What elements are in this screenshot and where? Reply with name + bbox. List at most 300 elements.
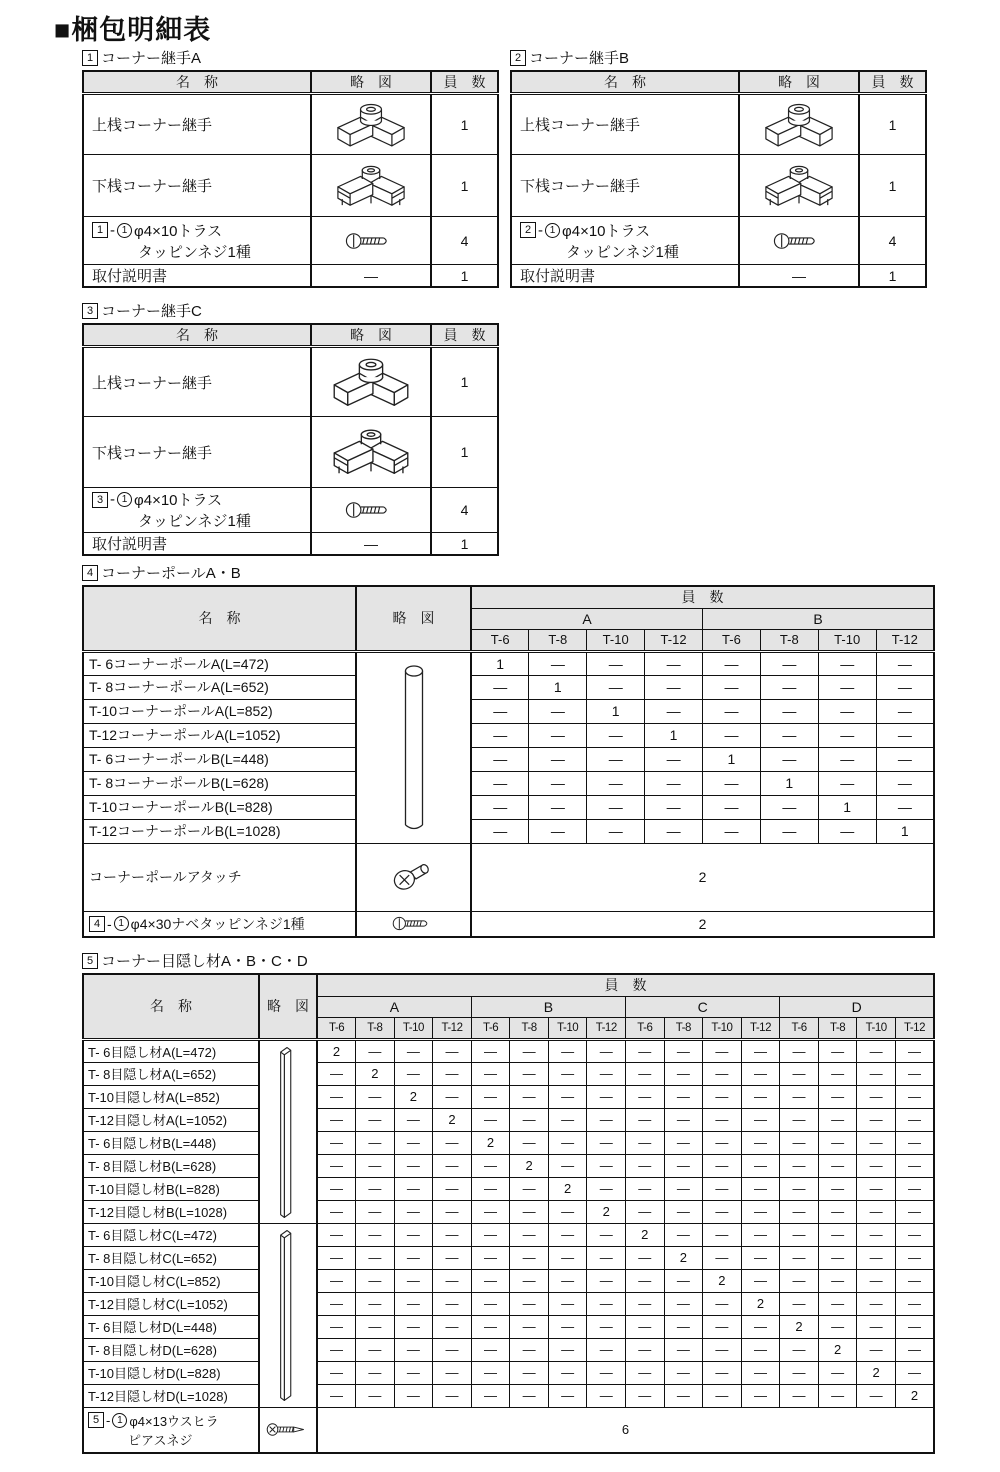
- table-row: [83, 1131, 934, 1154]
- qty-cell: —: [510, 1223, 549, 1246]
- qty-cell: —: [857, 1039, 896, 1062]
- qty-cell: —: [664, 1154, 703, 1177]
- qty-cell: —: [895, 1039, 934, 1062]
- part-name-line2: タッピンネジ1種: [566, 243, 679, 261]
- qty-cell: —: [510, 1292, 549, 1315]
- size-header: T-8: [760, 629, 818, 651]
- qty-cell: —: [548, 1384, 587, 1407]
- table-row: [83, 747, 934, 771]
- qty-header: 員 数: [859, 71, 926, 94]
- qty-cell: —: [587, 1039, 626, 1062]
- name-cell: 上桟コーナー継手: [83, 94, 311, 155]
- qty-cell: —: [548, 1131, 587, 1154]
- qty-cell: —: [895, 1292, 934, 1315]
- qty-cell: —: [529, 795, 587, 819]
- qty-cell: —: [664, 1361, 703, 1384]
- qty-cell: —: [876, 699, 934, 723]
- table-row: [83, 533, 498, 556]
- qty-cell: —: [356, 1039, 395, 1062]
- qty-cell: —: [780, 1269, 819, 1292]
- section-title-text: コーナー継手C: [101, 303, 202, 320]
- qty-cell: —: [703, 1361, 742, 1384]
- group-header-a: A: [317, 996, 471, 1017]
- piercing-screw-icon: [266, 1421, 310, 1438]
- qty-cell: 1: [876, 819, 934, 843]
- corner-joint-a-table: [82, 70, 499, 288]
- size-header: T-6: [626, 1017, 665, 1039]
- qty-cell: —: [471, 699, 529, 723]
- qty-cell: —: [741, 1154, 780, 1177]
- qty-cell: —: [857, 1062, 896, 1085]
- qty-cell: —: [760, 819, 818, 843]
- qty-cell: —: [356, 1269, 395, 1292]
- qty-cell: —: [471, 1223, 510, 1246]
- group-header-d: D: [780, 996, 934, 1017]
- qty-cell: —: [857, 1108, 896, 1131]
- header-row: [83, 71, 498, 94]
- qty-cell: —: [529, 699, 587, 723]
- corner-joint-upper-icon: [753, 98, 845, 152]
- qty-cell: 2: [857, 1361, 896, 1384]
- qty-cell: —: [780, 1131, 819, 1154]
- qty-cell: —: [587, 1154, 626, 1177]
- sketch-cell: [739, 155, 859, 217]
- table-row: [83, 771, 934, 795]
- qty-cell: —: [895, 1154, 934, 1177]
- ref-separator: -: [107, 915, 112, 932]
- qty-cell: —: [818, 1062, 857, 1085]
- corner-screen-strip-table: [82, 973, 935, 1454]
- ref-circle-number: 1: [117, 223, 132, 238]
- table-row: [83, 1338, 934, 1361]
- sketch-cell: [311, 155, 431, 217]
- table-row: [83, 723, 934, 747]
- qty-cell: —: [645, 651, 703, 675]
- name-cell: T- 8目隠し材C(L=652): [83, 1246, 259, 1269]
- qty-cell: 2: [394, 1085, 433, 1108]
- table-row: [83, 1200, 934, 1223]
- qty-cell: 2: [548, 1177, 587, 1200]
- part-name-line1: φ4×10トラス: [562, 222, 651, 240]
- part-name-line2: ピアスネジ: [128, 1432, 193, 1448]
- qty-cell: —: [895, 1223, 934, 1246]
- hide-strip-ab-icon: [274, 1042, 302, 1222]
- qty-cell: —: [818, 1246, 857, 1269]
- name-cell: T- 6目隠し材A(L=472): [83, 1039, 259, 1062]
- qty-cell: —: [780, 1177, 819, 1200]
- qty-cell: —: [356, 1108, 395, 1131]
- sketch-cell: [311, 347, 431, 417]
- qty-cell: —: [548, 1154, 587, 1177]
- qty-cell: —: [857, 1200, 896, 1223]
- ref-box-number: 4: [89, 916, 105, 932]
- qty-cell: —: [664, 1223, 703, 1246]
- header-row: [83, 974, 934, 996]
- name-cell: [511, 217, 739, 265]
- qty-cell: —: [587, 1269, 626, 1292]
- qty-cell: —: [857, 1085, 896, 1108]
- header-row: [83, 324, 498, 347]
- name-cell: T-12コーナーポールA(L=1052): [83, 723, 356, 747]
- qty-cell: —: [471, 1338, 510, 1361]
- qty-cell: —: [471, 723, 529, 747]
- qty-cell: —: [664, 1200, 703, 1223]
- header-row: [83, 586, 934, 608]
- qty-cell: —: [664, 1177, 703, 1200]
- qty-cell: —: [780, 1223, 819, 1246]
- ref-circle-number: 1: [114, 916, 129, 931]
- sketch-cell: [311, 217, 431, 265]
- qty-cell: —: [703, 1085, 742, 1108]
- qty-cell: —: [780, 1384, 819, 1407]
- qty-cell: —: [626, 1177, 665, 1200]
- qty-cell: —: [664, 1384, 703, 1407]
- qty-cell: —: [626, 1131, 665, 1154]
- qty-cell: —: [664, 1085, 703, 1108]
- qty-cell: —: [471, 1292, 510, 1315]
- qty-cell: —: [703, 1338, 742, 1361]
- qty-cell: —: [317, 1108, 356, 1131]
- section-number-badge: 1: [82, 50, 98, 66]
- group-header-b: B: [471, 996, 625, 1017]
- qty-cell: —: [394, 1292, 433, 1315]
- qty-cell: —: [471, 1154, 510, 1177]
- sketch-cell: —: [311, 533, 431, 556]
- qty-cell: —: [548, 1338, 587, 1361]
- qty-cell: 1: [431, 94, 498, 155]
- qty-cell: —: [529, 819, 587, 843]
- table-row: [83, 265, 498, 288]
- name-cell: [83, 217, 311, 265]
- qty-cell: —: [510, 1246, 549, 1269]
- qty-cell: —: [626, 1062, 665, 1085]
- qty-cell: —: [587, 1292, 626, 1315]
- qty-cell: 1: [859, 155, 926, 217]
- qty-cell: —: [471, 1361, 510, 1384]
- qty-cell: —: [548, 1200, 587, 1223]
- name-cell: T-12目隠し材C(L=1052): [83, 1292, 259, 1315]
- qty-cell: —: [703, 1177, 742, 1200]
- table-row: [83, 1384, 934, 1407]
- table-row: [511, 217, 926, 265]
- qty-cell: —: [760, 699, 818, 723]
- sketch-cell: [259, 1407, 317, 1453]
- qty-cell: —: [664, 1039, 703, 1062]
- size-header: T-12: [645, 629, 703, 651]
- qty-cell: —: [626, 1338, 665, 1361]
- qty-cell: —: [818, 1315, 857, 1338]
- qty-cell: —: [664, 1131, 703, 1154]
- name-header: 名 称: [83, 586, 356, 651]
- qty-cell: —: [741, 1315, 780, 1338]
- qty-cell: —: [818, 1292, 857, 1315]
- qty-cell: —: [548, 1108, 587, 1131]
- qty-cell: —: [510, 1315, 549, 1338]
- qty-cell: 2: [664, 1246, 703, 1269]
- part-name-line1: φ4×10トラス: [134, 222, 223, 240]
- ref-circle-number: 1: [545, 223, 560, 238]
- qty-cell: —: [317, 1269, 356, 1292]
- size-header: T-6: [780, 1017, 819, 1039]
- size-header: T-12: [895, 1017, 934, 1039]
- name-header: 名 称: [83, 324, 311, 347]
- qty-cell: —: [741, 1384, 780, 1407]
- qty-cell: —: [664, 1269, 703, 1292]
- qty-cell: —: [356, 1085, 395, 1108]
- truss-screw-icon: [773, 231, 825, 251]
- qty-cell: —: [587, 771, 645, 795]
- qty-cell: —: [741, 1131, 780, 1154]
- ref-separator: -: [110, 491, 115, 508]
- qty-cell: —: [317, 1384, 356, 1407]
- corner-joint-c-table: [82, 323, 499, 556]
- table-row: [83, 347, 498, 417]
- qty-cell: —: [857, 1315, 896, 1338]
- qty-cell: 6: [317, 1407, 934, 1453]
- qty-cell: —: [471, 1062, 510, 1085]
- qty-cell: —: [895, 1131, 934, 1154]
- size-header: T-8: [356, 1017, 395, 1039]
- size-header: T-12: [433, 1017, 472, 1039]
- qty-cell: —: [471, 675, 529, 699]
- pan-screw-icon: [392, 915, 436, 932]
- qty-cell: —: [818, 699, 876, 723]
- qty-cell: —: [510, 1361, 549, 1384]
- qty-cell: —: [645, 819, 703, 843]
- qty-cell: —: [548, 1085, 587, 1108]
- name-cell: T- 6目隠し材C(L=472): [83, 1223, 259, 1246]
- qty-cell: —: [818, 1131, 857, 1154]
- qty-cell: 2: [741, 1292, 780, 1315]
- qty-cell: —: [703, 675, 761, 699]
- ref-circle-number: 1: [112, 1413, 127, 1428]
- qty-cell: —: [895, 1177, 934, 1200]
- part-name-line2: タッピンネジ1種: [138, 513, 251, 530]
- qty-cell: —: [857, 1131, 896, 1154]
- qty-cell: 2: [818, 1338, 857, 1361]
- name-cell: 上桟コーナー継手: [511, 94, 739, 155]
- corner-joint-lower-icon: [753, 159, 845, 213]
- qty-cell: —: [760, 747, 818, 771]
- qty-cell: 4: [859, 217, 926, 265]
- qty-cell: 2: [356, 1062, 395, 1085]
- table-row: [83, 1085, 934, 1108]
- sketch-cell: [259, 1223, 317, 1407]
- qty-cell: 1: [818, 795, 876, 819]
- name-cell: T- 6目隠し材D(L=448): [83, 1315, 259, 1338]
- qty-cell: —: [664, 1315, 703, 1338]
- qty-cell: —: [664, 1108, 703, 1131]
- pole-icon: [399, 659, 429, 837]
- sketch-cell: [311, 488, 431, 533]
- qty-cell: 2: [471, 1131, 510, 1154]
- corner-joint-upper-icon: [325, 98, 417, 152]
- qty-cell: —: [876, 675, 934, 699]
- sketch-cell: —: [739, 265, 859, 288]
- qty-cell: —: [741, 1269, 780, 1292]
- sketch-cell: [311, 94, 431, 155]
- name-cell: T- 8目隠し材D(L=628): [83, 1338, 259, 1361]
- qty-cell: —: [356, 1131, 395, 1154]
- name-header: 名 称: [83, 974, 259, 1039]
- qty-cell: 1: [529, 675, 587, 699]
- qty-cell: —: [317, 1361, 356, 1384]
- corner-joint-lower-icon: [325, 159, 417, 213]
- qty-cell: 1: [703, 747, 761, 771]
- table-row: [83, 417, 498, 488]
- qty-cell: —: [317, 1154, 356, 1177]
- corner-joint-b-table: [510, 70, 927, 288]
- qty-cell: —: [741, 1246, 780, 1269]
- qty-cell: —: [317, 1200, 356, 1223]
- qty-cell: —: [317, 1131, 356, 1154]
- qty-cell: —: [895, 1085, 934, 1108]
- qty-cell: —: [356, 1200, 395, 1223]
- qty-cell: —: [317, 1085, 356, 1108]
- qty-cell: —: [433, 1269, 472, 1292]
- name-header: 名 称: [83, 71, 311, 94]
- part-ref: [92, 489, 310, 510]
- qty-cell: —: [645, 699, 703, 723]
- qty-cell: —: [587, 1062, 626, 1085]
- section-3-title: [82, 300, 202, 321]
- section-number-badge: 2: [510, 50, 526, 66]
- qty-cell: —: [876, 651, 934, 675]
- qty-cell: —: [587, 1108, 626, 1131]
- qty-cell: —: [818, 651, 876, 675]
- page-title: ■梱包明細表: [54, 15, 212, 45]
- sketch-header: 略 図: [259, 974, 317, 1039]
- size-header: T-10: [818, 629, 876, 651]
- name-cell: 取付説明書: [511, 265, 739, 288]
- size-header: T-12: [741, 1017, 780, 1039]
- qty-cell: 4: [431, 488, 498, 533]
- qty-cell: —: [471, 771, 529, 795]
- part-ref: [89, 914, 355, 934]
- qty-cell: —: [703, 1292, 742, 1315]
- qty-cell: —: [626, 1384, 665, 1407]
- section-2-title: [510, 47, 629, 68]
- qty-cell: —: [645, 675, 703, 699]
- name-cell: T-10コーナーポールA(L=852): [83, 699, 356, 723]
- qty-cell: —: [587, 1223, 626, 1246]
- qty-cell: 2: [895, 1384, 934, 1407]
- qty-cell: —: [857, 1177, 896, 1200]
- qty-cell: —: [394, 1223, 433, 1246]
- qty-cell: —: [587, 651, 645, 675]
- section-5-title: [82, 950, 308, 971]
- qty-cell: —: [818, 1085, 857, 1108]
- name-cell: [83, 1407, 259, 1453]
- qty-cell: —: [818, 723, 876, 747]
- qty-cell: —: [703, 1039, 742, 1062]
- name-cell: 取付説明書: [83, 265, 311, 288]
- size-header: T-10: [587, 629, 645, 651]
- qty-cell: 2: [317, 1039, 356, 1062]
- qty-cell: —: [471, 1085, 510, 1108]
- qty-cell: —: [394, 1200, 433, 1223]
- qty-cell: —: [703, 1108, 742, 1131]
- qty-cell: —: [703, 1246, 742, 1269]
- size-header: T-10: [703, 1017, 742, 1039]
- qty-cell: —: [356, 1177, 395, 1200]
- size-header: T-8: [818, 1017, 857, 1039]
- qty-cell: —: [703, 651, 761, 675]
- qty-cell: —: [510, 1269, 549, 1292]
- qty-header: 員 数: [431, 71, 498, 94]
- sketch-cell: [356, 911, 471, 937]
- sketch-header: 略 図: [311, 71, 431, 94]
- qty-cell: —: [471, 1384, 510, 1407]
- qty-cell: 1: [431, 417, 498, 488]
- qty-cell: —: [780, 1200, 819, 1223]
- qty-cell: —: [394, 1361, 433, 1384]
- section-title-text: コーナーポールA・B: [101, 565, 241, 582]
- qty-cell: —: [471, 747, 529, 771]
- table-row: [83, 1039, 934, 1062]
- table-row: [83, 1292, 934, 1315]
- qty-cell: —: [760, 675, 818, 699]
- qty-cell: —: [780, 1085, 819, 1108]
- table-row: [511, 265, 926, 288]
- qty-cell: —: [587, 1361, 626, 1384]
- qty-cell: —: [510, 1085, 549, 1108]
- qty-cell: —: [356, 1246, 395, 1269]
- sketch-cell: [356, 651, 471, 843]
- qty-cell: —: [626, 1108, 665, 1131]
- size-header: T-6: [471, 1017, 510, 1039]
- qty-cell: —: [703, 1315, 742, 1338]
- qty-cell: —: [317, 1223, 356, 1246]
- size-header: T-6: [703, 629, 761, 651]
- qty-cell: —: [529, 747, 587, 771]
- qty-cell: 1: [431, 347, 498, 417]
- qty-cell: —: [317, 1246, 356, 1269]
- qty-cell: —: [433, 1292, 472, 1315]
- qty-cell: 1: [859, 94, 926, 155]
- name-cell: T- 8コーナーポールA(L=652): [83, 675, 356, 699]
- name-cell: 下桟コーナー継手: [83, 417, 311, 488]
- qty-cell: —: [703, 795, 761, 819]
- name-cell: T-12目隠し材D(L=1028): [83, 1384, 259, 1407]
- qty-cell: —: [895, 1269, 934, 1292]
- corner-joint-upper-icon: [322, 352, 420, 412]
- qty-cell: 1: [760, 771, 818, 795]
- sketch-cell: [311, 417, 431, 488]
- table-row: [83, 155, 498, 217]
- qty-cell: 2: [587, 1200, 626, 1223]
- sketch-header: 略 図: [739, 71, 859, 94]
- name-cell: 取付説明書: [83, 533, 311, 556]
- qty-cell: —: [703, 771, 761, 795]
- qty-header: 員 数: [317, 974, 934, 996]
- ref-box-number: 5: [88, 1412, 104, 1428]
- qty-cell: —: [471, 819, 529, 843]
- section-number-badge: 5: [82, 953, 98, 969]
- qty-cell: —: [548, 1246, 587, 1269]
- qty-cell: —: [626, 1361, 665, 1384]
- name-cell: T- 6コーナーポールB(L=448): [83, 747, 356, 771]
- qty-cell: —: [471, 1200, 510, 1223]
- qty-cell: —: [876, 795, 934, 819]
- truss-screw-icon: [345, 231, 397, 251]
- qty-cell: —: [433, 1246, 472, 1269]
- qty-header: 員 数: [471, 586, 934, 608]
- qty-cell: —: [317, 1177, 356, 1200]
- sketch-header: 略 図: [311, 324, 431, 347]
- table-row: [83, 94, 498, 155]
- qty-cell: —: [587, 819, 645, 843]
